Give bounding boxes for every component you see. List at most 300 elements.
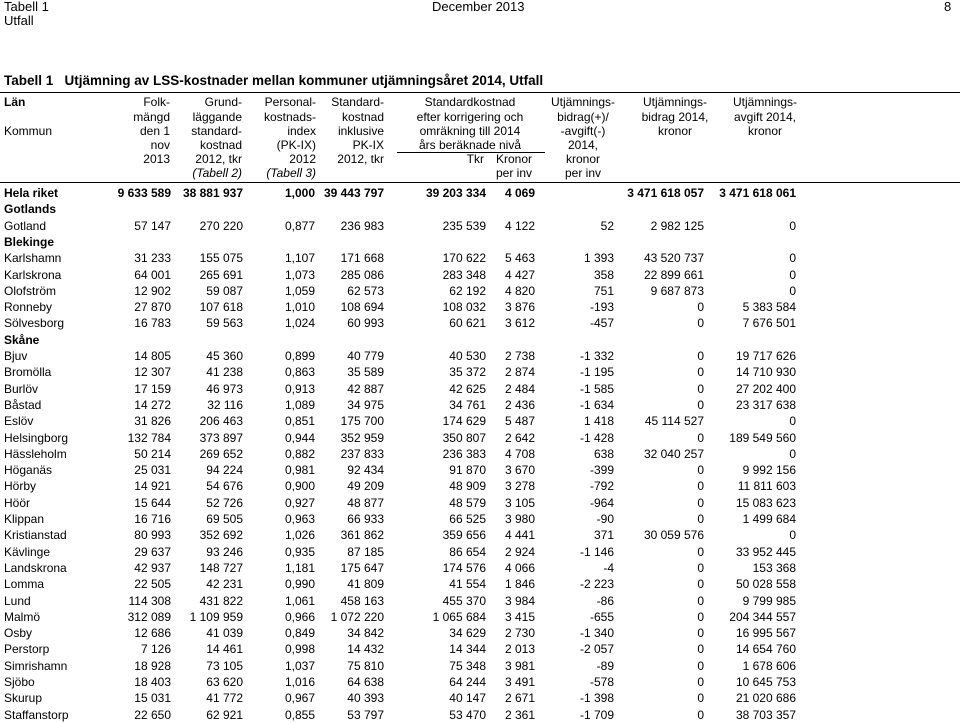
cell-folkmangd: 14 921 bbox=[134, 479, 171, 493]
cell-standardkostnad: 60 993 bbox=[347, 316, 384, 330]
header-bottom-rule bbox=[0, 182, 960, 183]
cell-standardkostnad: 49 209 bbox=[347, 479, 384, 493]
cell-standardkostnad: 237 833 bbox=[340, 447, 384, 461]
cell-utj-per-inv: -457 bbox=[589, 316, 614, 330]
cell-korrigerad-tkr: 35 372 bbox=[449, 365, 486, 379]
cell-grundlaggande: 59 087 bbox=[206, 284, 243, 298]
cell-utj-per-inv: -1 146 bbox=[579, 545, 614, 559]
header-standardkostnad-3: omräkning till 2014 bbox=[419, 124, 521, 138]
cell-standardkostnad: 41 809 bbox=[347, 577, 384, 591]
cell-kronor-per-inv: 3 278 bbox=[504, 479, 535, 493]
cell-utj-avgift: 23 317 638 bbox=[735, 398, 796, 412]
cell-pk-ix: 0,900 bbox=[284, 479, 315, 493]
cell-utj-per-inv: -1 585 bbox=[579, 382, 614, 396]
cell-kronor-per-inv: 2 642 bbox=[504, 431, 535, 445]
cell-utj-avgift: 204 344 557 bbox=[729, 610, 796, 624]
cell-utj-bidrag: 0 bbox=[697, 675, 704, 689]
cell-korrigerad-tkr: 283 348 bbox=[442, 268, 486, 282]
cell-standardkostnad: 14 432 bbox=[347, 642, 384, 656]
cell-utj-avgift: 10 645 753 bbox=[735, 675, 796, 689]
header-folk-1: Folk- bbox=[143, 95, 170, 109]
kommun-name: Klippan bbox=[4, 512, 45, 526]
cell-kronor-per-inv: 2 730 bbox=[504, 626, 535, 640]
cell-korrigerad-tkr: 40 147 bbox=[449, 691, 486, 705]
cell-standardkostnad: 48 877 bbox=[347, 496, 384, 510]
header-utj-bidrag-1: Utjämnings- bbox=[642, 95, 708, 109]
cell-korrigerad-tkr: 170 622 bbox=[442, 251, 486, 265]
cell-utj-avgift: 0 bbox=[789, 251, 796, 265]
cell-standardkostnad: 108 694 bbox=[340, 300, 384, 314]
cell-utj-avgift: 14 654 760 bbox=[735, 642, 796, 656]
cell-utj-bidrag: 0 bbox=[697, 316, 704, 330]
cell-korrigerad-tkr: 40 530 bbox=[449, 349, 486, 363]
cell-utj-per-inv: -1 332 bbox=[579, 349, 614, 363]
cell-utj-bidrag: 0 bbox=[697, 349, 704, 363]
cell-grundlaggande: 62 921 bbox=[206, 708, 243, 722]
cell-utj-avgift: 11 811 603 bbox=[737, 479, 796, 493]
cell-utj-per-inv: -1 340 bbox=[579, 626, 614, 640]
cell-utj-bidrag: 0 bbox=[697, 545, 704, 559]
cell-kronor-per-inv: 3 984 bbox=[504, 594, 535, 608]
header-underline bbox=[397, 152, 545, 153]
kommun-name: Osby bbox=[4, 626, 33, 640]
cell-folkmangd: 9 633 589 bbox=[117, 186, 171, 200]
header-standard-2: kostnad bbox=[341, 110, 384, 124]
header-grund-1: Grund- bbox=[204, 95, 242, 109]
cell-korrigerad-tkr: 66 525 bbox=[449, 512, 486, 526]
cell-grundlaggande: 41 772 bbox=[206, 691, 243, 705]
cell-pk-ix: 1,059 bbox=[284, 284, 315, 298]
header-tkr: Tkr bbox=[466, 152, 484, 166]
cell-kronor-per-inv: 4 708 bbox=[504, 447, 535, 461]
cell-folkmangd: 114 308 bbox=[128, 594, 171, 608]
cell-pk-ix: 0,855 bbox=[284, 708, 315, 722]
cell-utj-bidrag: 2 982 125 bbox=[650, 219, 704, 233]
cell-utj-per-inv: 371 bbox=[593, 528, 614, 542]
header-grund-3: standard- bbox=[191, 124, 242, 138]
kommun-name: Malmö bbox=[4, 610, 41, 624]
cell-pk-ix: 0,935 bbox=[284, 545, 315, 559]
cell-utj-avgift: 21 020 686 bbox=[735, 691, 796, 705]
cell-korrigerad-tkr: 62 192 bbox=[449, 284, 486, 298]
cell-kronor-per-inv: 3 105 bbox=[504, 496, 535, 510]
cell-pk-ix: 1,061 bbox=[284, 594, 315, 608]
cell-utj-bidrag: 9 687 873 bbox=[650, 284, 704, 298]
header-standard-3: inklusive bbox=[337, 124, 384, 138]
cell-utj-avgift: 153 368 bbox=[752, 561, 796, 575]
cell-utj-avgift: 5 383 584 bbox=[742, 300, 796, 314]
cell-pk-ix: 1,026 bbox=[284, 528, 315, 542]
cell-standardkostnad: 75 810 bbox=[347, 659, 384, 673]
cell-utj-avgift: 14 710 930 bbox=[735, 365, 796, 379]
cell-grundlaggande: 59 563 bbox=[206, 316, 243, 330]
cell-utj-bidrag: 0 bbox=[697, 479, 704, 493]
cell-grundlaggande: 148 727 bbox=[199, 561, 243, 575]
kommun-name: Karlshamn bbox=[4, 251, 62, 265]
cell-utj-per-inv: -1 195 bbox=[579, 365, 614, 379]
cell-standardkostnad: 175 700 bbox=[340, 414, 384, 428]
kommun-name: Höör bbox=[4, 496, 31, 510]
cell-pk-ix: 0,981 bbox=[284, 463, 315, 477]
cell-kronor-per-inv: 5 463 bbox=[504, 251, 535, 265]
cell-utj-bidrag: 0 bbox=[697, 382, 704, 396]
cell-korrigerad-tkr: 48 579 bbox=[449, 496, 486, 510]
cell-utj-bidrag: 43 520 737 bbox=[643, 251, 704, 265]
cell-pk-ix: 0,927 bbox=[284, 496, 315, 510]
cell-standardkostnad: 1 072 220 bbox=[330, 610, 384, 624]
cell-kronor-per-inv: 3 670 bbox=[504, 463, 535, 477]
header-standard-1: Standard- bbox=[331, 95, 384, 109]
cell-korrigerad-tkr: 455 370 bbox=[442, 594, 486, 608]
cell-folkmangd: 7 126 bbox=[140, 642, 171, 656]
cell-folkmangd: 16 716 bbox=[134, 512, 171, 526]
cell-utj-per-inv: -89 bbox=[596, 659, 614, 673]
cell-utj-avgift: 0 bbox=[789, 268, 796, 282]
cell-grundlaggande: 42 231 bbox=[206, 577, 243, 591]
cell-folkmangd: 132 784 bbox=[127, 431, 171, 445]
cell-utj-avgift: 16 995 567 bbox=[735, 626, 796, 640]
cell-utj-per-inv: -193 bbox=[589, 300, 614, 314]
cell-grundlaggande: 52 726 bbox=[206, 496, 243, 510]
cell-utj-bidrag: 3 471 618 057 bbox=[627, 186, 704, 200]
cell-pk-ix: 0,899 bbox=[284, 349, 315, 363]
cell-pk-ix: 0,849 bbox=[284, 626, 315, 640]
cell-utj-bidrag: 0 bbox=[697, 431, 704, 445]
cell-standardkostnad: 66 933 bbox=[347, 512, 384, 526]
cell-grundlaggande: 155 075 bbox=[199, 251, 243, 265]
cell-folkmangd: 18 928 bbox=[134, 659, 171, 673]
cell-utj-per-inv: -4 bbox=[603, 561, 614, 575]
header-utj-ba-5: kronor bbox=[565, 152, 600, 166]
cell-standardkostnad: 458 163 bbox=[340, 594, 384, 608]
cell-utj-avgift: 9 992 156 bbox=[742, 463, 796, 477]
cell-folkmangd: 15 644 bbox=[134, 496, 171, 510]
kommun-name: Eslöv bbox=[4, 414, 34, 428]
header-utj-bidrag-2: bidrag 2014, bbox=[641, 110, 709, 124]
county-name: Blekinge bbox=[4, 235, 55, 249]
kommun-name: Sjöbo bbox=[4, 675, 35, 689]
cell-standardkostnad: 285 086 bbox=[340, 268, 384, 282]
cell-pk-ix: 1,016 bbox=[284, 675, 315, 689]
cell-kronor-per-inv: 4 122 bbox=[504, 219, 535, 233]
cell-folkmangd: 14 805 bbox=[134, 349, 171, 363]
cell-utj-per-inv: 638 bbox=[593, 447, 614, 461]
cell-grundlaggande: 352 692 bbox=[199, 528, 243, 542]
cell-standardkostnad: 175 647 bbox=[340, 561, 384, 575]
cell-grundlaggande: 14 461 bbox=[206, 642, 243, 656]
cell-standardkostnad: 34 975 bbox=[347, 398, 384, 412]
cell-utj-avgift: 15 083 623 bbox=[735, 496, 796, 510]
cell-kronor-per-inv: 2 671 bbox=[504, 691, 535, 705]
cell-grundlaggande: 41 039 bbox=[206, 626, 243, 640]
cell-korrigerad-tkr: 75 348 bbox=[449, 659, 486, 673]
cell-folkmangd: 12 686 bbox=[134, 626, 171, 640]
header-kommun: Kommun bbox=[4, 124, 53, 138]
cell-utj-avgift: 38 703 357 bbox=[735, 708, 796, 722]
kommun-name: Skurup bbox=[4, 691, 43, 705]
cell-pk-ix: 0,944 bbox=[284, 431, 315, 445]
header-center: December 2013 bbox=[432, 0, 525, 14]
header-utj-ba-2: bidrag(+)/ bbox=[557, 110, 609, 124]
cell-folkmangd: 12 902 bbox=[134, 284, 171, 298]
cell-utj-bidrag: 0 bbox=[697, 365, 704, 379]
header-standardkostnad-4: års beräknade nivå bbox=[418, 138, 522, 152]
kommun-name: Gotland bbox=[4, 219, 47, 233]
cell-utj-avgift: 3 471 618 061 bbox=[719, 186, 796, 200]
cell-grundlaggande: 107 618 bbox=[199, 300, 243, 314]
cell-utj-avgift: 1 499 684 bbox=[742, 512, 796, 526]
cell-kronor-per-inv: 2 738 bbox=[504, 349, 535, 363]
header-grund-6: (Tabell 2) bbox=[192, 166, 242, 180]
header-left-line1: Tabell 1 bbox=[4, 0, 49, 14]
cell-utj-per-inv: -1 709 bbox=[579, 708, 614, 722]
header-kronor: Kronor bbox=[495, 152, 532, 166]
cell-utj-per-inv: 1 418 bbox=[583, 414, 614, 428]
cell-utj-per-inv: -90 bbox=[596, 512, 614, 526]
cell-pk-ix: 1,073 bbox=[284, 268, 315, 282]
cell-utj-per-inv: 751 bbox=[593, 284, 614, 298]
cell-grundlaggande: 54 676 bbox=[206, 479, 243, 493]
cell-kronor-per-inv: 2 436 bbox=[504, 398, 535, 412]
cell-grundlaggande: 270 220 bbox=[199, 219, 243, 233]
cell-pk-ix: 1,037 bbox=[284, 659, 315, 673]
cell-grundlaggande: 431 822 bbox=[199, 594, 243, 608]
cell-grundlaggande: 265 691 bbox=[199, 268, 243, 282]
cell-kronor-per-inv: 3 981 bbox=[504, 659, 535, 673]
cell-standardkostnad: 42 887 bbox=[347, 382, 384, 396]
cell-kronor-per-inv: 2 013 bbox=[504, 642, 535, 656]
cell-grundlaggande: 69 505 bbox=[206, 512, 243, 526]
cell-grundlaggande: 206 463 bbox=[199, 414, 243, 428]
cell-utj-bidrag: 0 bbox=[697, 626, 704, 640]
kommun-name: Sölvesborg bbox=[4, 316, 65, 330]
cell-korrigerad-tkr: 42 625 bbox=[449, 382, 486, 396]
cell-korrigerad-tkr: 48 909 bbox=[449, 479, 486, 493]
header-personal-6: (Tabell 3) bbox=[266, 166, 316, 180]
cell-standardkostnad: 53 797 bbox=[347, 708, 384, 722]
cell-pk-ix: 1,181 bbox=[284, 561, 315, 575]
header-personal-2: kostnads- bbox=[263, 110, 316, 124]
cell-grundlaggande: 41 238 bbox=[206, 365, 243, 379]
header-utj-bidrag-3: kronor bbox=[657, 124, 692, 138]
cell-utj-per-inv: 52 bbox=[600, 219, 614, 233]
cell-utj-bidrag: 0 bbox=[697, 398, 704, 412]
cell-folkmangd: 12 307 bbox=[134, 365, 171, 379]
cell-utj-per-inv: -399 bbox=[589, 463, 614, 477]
top-rule bbox=[0, 92, 960, 93]
cell-utj-per-inv: -1 634 bbox=[579, 398, 614, 412]
cell-pk-ix: 0,963 bbox=[284, 512, 315, 526]
kommun-name: Hässleholm bbox=[4, 447, 67, 461]
cell-pk-ix: 0,966 bbox=[284, 610, 315, 624]
cell-utj-bidrag: 0 bbox=[697, 659, 704, 673]
kommun-name: Olofström bbox=[4, 284, 57, 298]
cell-utj-bidrag: 0 bbox=[697, 610, 704, 624]
cell-utj-avgift: 1 678 606 bbox=[742, 659, 796, 673]
kommun-name: Staffanstorp bbox=[4, 708, 69, 722]
kommun-name: Båstad bbox=[4, 398, 42, 412]
cell-standardkostnad: 236 983 bbox=[340, 219, 384, 233]
cell-utj-per-inv: -2 223 bbox=[579, 577, 614, 591]
cell-kronor-per-inv: 4 441 bbox=[504, 528, 535, 542]
cell-korrigerad-tkr: 91 870 bbox=[449, 463, 486, 477]
kommun-name: Helsingborg bbox=[4, 431, 69, 445]
cell-korrigerad-tkr: 174 629 bbox=[442, 414, 486, 428]
page-number: 8 bbox=[944, 0, 952, 14]
cell-kronor-per-inv: 2 484 bbox=[504, 382, 535, 396]
kommun-name: Kristianstad bbox=[4, 528, 67, 542]
cell-grundlaggande: 45 360 bbox=[206, 349, 243, 363]
cell-utj-avgift: 33 952 445 bbox=[735, 545, 796, 559]
cell-pk-ix: 0,967 bbox=[284, 691, 315, 705]
header-left-line2: Utfall bbox=[4, 13, 34, 28]
cell-utj-bidrag: 0 bbox=[697, 594, 704, 608]
cell-grundlaggande: 63 620 bbox=[206, 675, 243, 689]
kommun-name: Perstorp bbox=[4, 642, 50, 656]
cell-korrigerad-tkr: 86 654 bbox=[449, 545, 486, 559]
cell-standardkostnad: 39 443 797 bbox=[323, 186, 384, 200]
cell-korrigerad-tkr: 235 539 bbox=[442, 219, 486, 233]
cell-utj-avgift: 0 bbox=[789, 284, 796, 298]
cell-folkmangd: 31 233 bbox=[134, 251, 171, 265]
cell-utj-avgift: 19 717 626 bbox=[735, 349, 796, 363]
cell-korrigerad-tkr: 34 629 bbox=[449, 626, 486, 640]
cell-standardkostnad: 40 393 bbox=[347, 691, 384, 705]
cell-grundlaggande: 32 116 bbox=[207, 398, 243, 412]
kommun-name: Landskrona bbox=[4, 561, 67, 575]
cell-kronor-per-inv: 3 491 bbox=[504, 675, 535, 689]
header-utj-avgift-1: Utjämnings- bbox=[732, 95, 798, 109]
cell-korrigerad-tkr: 108 032 bbox=[442, 300, 486, 314]
cell-kronor-per-inv: 3 612 bbox=[504, 316, 535, 330]
header-grund-2: läggande bbox=[192, 110, 242, 124]
cell-utj-avgift: 9 799 985 bbox=[742, 594, 796, 608]
cell-korrigerad-tkr: 64 244 bbox=[449, 675, 486, 689]
cell-korrigerad-tkr: 1 065 684 bbox=[432, 610, 486, 624]
cell-utj-avgift: 0 bbox=[789, 219, 796, 233]
cell-kronor-per-inv: 3 876 bbox=[504, 300, 535, 314]
cell-grundlaggande: 269 652 bbox=[199, 447, 243, 461]
cell-grundlaggande: 73 105 bbox=[206, 659, 243, 673]
kommun-name: Bjuv bbox=[4, 349, 28, 363]
cell-folkmangd: 64 001 bbox=[134, 268, 171, 282]
kommun-name: Kävlinge bbox=[4, 545, 51, 559]
kommun-name: Hörby bbox=[4, 479, 37, 493]
cell-standardkostnad: 352 959 bbox=[340, 431, 384, 445]
cell-folkmangd: 27 870 bbox=[134, 300, 171, 314]
header-folk-2: mängd bbox=[133, 110, 170, 124]
cell-kronor-per-inv: 4 066 bbox=[504, 561, 535, 575]
cell-korrigerad-tkr: 174 576 bbox=[442, 561, 486, 575]
kommun-name: Karlskrona bbox=[4, 268, 62, 282]
header-grund-4: kostnad bbox=[199, 138, 242, 152]
cell-kronor-per-inv: 2 361 bbox=[504, 708, 535, 722]
cell-utj-bidrag: 0 bbox=[697, 642, 704, 656]
cell-grundlaggande: 94 224 bbox=[206, 463, 243, 477]
cell-utj-bidrag: 0 bbox=[697, 512, 704, 526]
cell-folkmangd: 14 272 bbox=[134, 398, 171, 412]
kommun-name: Lomma bbox=[4, 577, 45, 591]
cell-standardkostnad: 34 842 bbox=[347, 626, 384, 640]
cell-kronor-per-inv: 5 487 bbox=[504, 414, 535, 428]
cell-kronor-per-inv: 1 846 bbox=[504, 577, 535, 591]
cell-utj-avgift: 189 549 560 bbox=[729, 431, 796, 445]
header-utj-ba-3: -avgift(-) bbox=[560, 124, 606, 138]
header-folk-4: nov bbox=[150, 138, 170, 152]
header-personal-3: index bbox=[287, 124, 316, 138]
cell-kronor-per-inv: 2 924 bbox=[504, 545, 535, 559]
header-utj-avgift-3: kronor bbox=[747, 124, 782, 138]
cell-utj-bidrag: 22 899 661 bbox=[643, 268, 704, 282]
cell-utj-per-inv: -792 bbox=[589, 479, 614, 493]
cell-korrigerad-tkr: 236 383 bbox=[442, 447, 486, 461]
header-grund-5: 2012, tkr bbox=[195, 152, 242, 166]
header-standard-4: PK-IX bbox=[352, 138, 384, 152]
cell-utj-avgift: 27 202 400 bbox=[735, 382, 796, 396]
header-standardkostnad-2: efter korrigering och bbox=[416, 110, 524, 124]
cell-standardkostnad: 64 638 bbox=[347, 675, 384, 689]
cell-utj-bidrag: 45 114 527 bbox=[644, 414, 704, 428]
cell-utj-per-inv: -1 398 bbox=[579, 691, 614, 705]
kommun-name: Simrishamn bbox=[4, 659, 68, 673]
county-name: Skåne bbox=[4, 333, 40, 347]
cell-standardkostnad: 40 779 bbox=[347, 349, 384, 363]
header-utj-ba-1: Utjämnings- bbox=[550, 95, 616, 109]
cell-folkmangd: 17 159 bbox=[134, 382, 171, 396]
cell-standardkostnad: 171 668 bbox=[340, 251, 384, 265]
cell-pk-ix: 0,863 bbox=[284, 365, 315, 379]
kommun-name: Hela riket bbox=[4, 186, 59, 200]
header-standard-5: 2012, tkr bbox=[337, 152, 384, 166]
cell-grundlaggande: 46 973 bbox=[206, 382, 243, 396]
cell-kronor-per-inv: 3 415 bbox=[504, 610, 535, 624]
table-title: Tabell 1 Utjämning av LSS-kostnader mellan kommuner utjämningsåret 2014, Utfall bbox=[4, 73, 544, 88]
kommun-name: Bromölla bbox=[4, 365, 52, 379]
cell-kronor-per-inv: 2 874 bbox=[504, 365, 535, 379]
county-name: Gotlands bbox=[4, 202, 57, 216]
header-lan: Län bbox=[4, 95, 26, 109]
cell-utj-per-inv: -578 bbox=[589, 675, 614, 689]
header-utj-ba-4: 2014, bbox=[567, 138, 599, 152]
cell-kronor-per-inv: 4 069 bbox=[504, 186, 535, 200]
cell-utj-per-inv: -655 bbox=[589, 610, 614, 624]
cell-utj-avgift: 50 028 558 bbox=[735, 577, 796, 591]
cell-folkmangd: 15 031 bbox=[134, 691, 171, 705]
header-folk-3: den 1 bbox=[139, 124, 170, 138]
cell-standardkostnad: 92 434 bbox=[347, 463, 384, 477]
cell-pk-ix: 1,107 bbox=[284, 251, 315, 265]
kommun-name: Lund bbox=[4, 594, 31, 608]
cell-pk-ix: 0,877 bbox=[284, 219, 315, 233]
cell-utj-per-inv: -1 428 bbox=[579, 431, 614, 445]
cell-utj-bidrag: 0 bbox=[697, 561, 704, 575]
cell-utj-bidrag: 0 bbox=[697, 496, 704, 510]
cell-utj-bidrag: 32 040 257 bbox=[643, 447, 704, 461]
cell-utj-bidrag: 0 bbox=[697, 708, 704, 722]
header-folk-5: 2013 bbox=[143, 152, 170, 166]
cell-pk-ix: 0,990 bbox=[284, 577, 315, 591]
cell-pk-ix: 1,010 bbox=[284, 300, 315, 314]
cell-pk-ix: 1,000 bbox=[284, 186, 315, 200]
cell-grundlaggande: 1 109 959 bbox=[189, 610, 243, 624]
cell-folkmangd: 22 650 bbox=[134, 708, 171, 722]
cell-utj-bidrag: 30 059 576 bbox=[643, 528, 704, 542]
cell-korrigerad-tkr: 39 203 334 bbox=[425, 186, 486, 200]
cell-kronor-per-inv: 4 427 bbox=[504, 268, 535, 282]
cell-folkmangd: 50 214 bbox=[134, 447, 171, 461]
cell-standardkostnad: 62 573 bbox=[347, 284, 384, 298]
cell-folkmangd: 31 826 bbox=[134, 414, 171, 428]
